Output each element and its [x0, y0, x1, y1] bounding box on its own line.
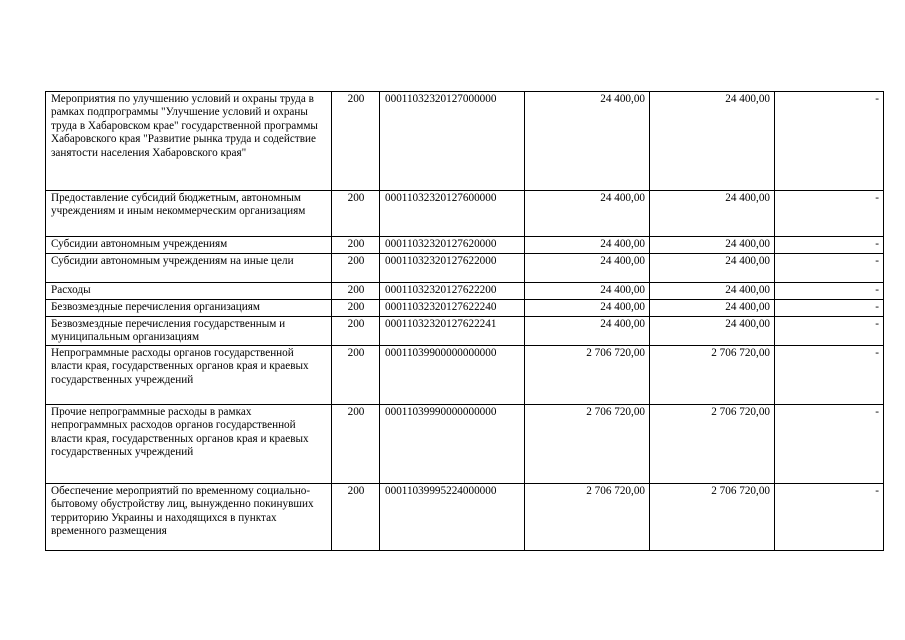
table-row: [46, 405, 884, 484]
row-remaining-cell: -: [775, 405, 884, 484]
row-code-cell: 200: [332, 484, 380, 551]
row-kbk-cell: 00011032320127622000: [380, 254, 525, 283]
row-code-cell: 200: [332, 237, 380, 254]
row-code-cell: 200: [332, 283, 380, 300]
row-code-cell: 200: [332, 300, 380, 317]
row-name-cell: Предоставление субсидий бюджетным, автономным учреждениям и иным некоммерческим организациям: [46, 191, 332, 237]
row-assigned-cell: 24 400,00: [525, 237, 650, 254]
row-executed-cell: 2 706 720,00: [650, 346, 775, 405]
table-row: [46, 191, 884, 237]
row-executed-cell: 2 706 720,00: [650, 405, 775, 484]
row-name-cell: Расходы: [46, 283, 332, 300]
row-executed-cell: 24 400,00: [650, 300, 775, 317]
row-assigned-cell: 24 400,00: [525, 191, 650, 237]
row-name-cell: Непрограммные расходы органов государственной власти края, государственных органов края и краевых государственных учреждений: [46, 346, 332, 405]
row-code-cell: 200: [332, 254, 380, 283]
row-remaining-cell: -: [775, 237, 884, 254]
row-kbk-cell: 00011039995224000000: [380, 484, 525, 551]
row-remaining-cell: -: [775, 92, 884, 191]
row-kbk-cell: 00011032320127622200: [380, 283, 525, 300]
row-name-cell: Мероприятия по улучшению условий и охраны труда в рамках подпрограммы "Улучшение условий и охраны труда в Хабаровском крае" государственной программы Хабаровского края "Развитие рынка труда и содействие занятости населения Хабаровского края": [46, 92, 332, 191]
row-name-cell: Обеспечение мероприятий по временному социально-бытовому обустройству лиц, вынужденно покинувших территорию Украины и находящихся в пунктах временного размещения: [46, 484, 332, 551]
row-assigned-cell: 2 706 720,00: [525, 405, 650, 484]
row-kbk-cell: 00011032320127622240: [380, 300, 525, 317]
row-assigned-cell: 2 706 720,00: [525, 484, 650, 551]
row-assigned-cell: 24 400,00: [525, 317, 650, 346]
row-executed-cell: 24 400,00: [650, 92, 775, 191]
row-executed-cell: 24 400,00: [650, 317, 775, 346]
row-name-cell: Прочие непрограммные расходы в рамках непрограммных расходов органов государственной власти края, государственных органов края и краевых государственных учреждений: [46, 405, 332, 484]
row-executed-cell: 24 400,00: [650, 237, 775, 254]
row-assigned-cell: 24 400,00: [525, 254, 650, 283]
row-kbk-cell: 00011032320127622241: [380, 317, 525, 346]
row-name-cell: Субсидии автономным учреждениям: [46, 237, 332, 254]
row-assigned-cell: 24 400,00: [525, 92, 650, 191]
row-assigned-cell: 2 706 720,00: [525, 346, 650, 405]
row-name-cell: Субсидии автономным учреждениям на иные цели: [46, 254, 332, 283]
row-remaining-cell: -: [775, 191, 884, 237]
row-remaining-cell: -: [775, 484, 884, 551]
table-body: [46, 92, 884, 551]
row-code-cell: 200: [332, 405, 380, 484]
row-kbk-cell: 00011032320127600000: [380, 191, 525, 237]
row-remaining-cell: -: [775, 346, 884, 405]
row-executed-cell: 24 400,00: [650, 254, 775, 283]
row-kbk-cell: 00011032320127000000: [380, 92, 525, 191]
row-code-cell: 200: [332, 92, 380, 191]
table-row: [46, 283, 884, 300]
row-code-cell: 200: [332, 317, 380, 346]
row-assigned-cell: 24 400,00: [525, 300, 650, 317]
row-code-cell: 200: [332, 346, 380, 405]
row-kbk-cell: 00011032320127620000: [380, 237, 525, 254]
row-executed-cell: 24 400,00: [650, 283, 775, 300]
table-row: [46, 254, 884, 283]
row-remaining-cell: -: [775, 283, 884, 300]
row-kbk-cell: 00011039990000000000: [380, 405, 525, 484]
row-kbk-cell: 00011039900000000000: [380, 346, 525, 405]
table-row: [46, 237, 884, 254]
table-row: [46, 346, 884, 405]
row-remaining-cell: -: [775, 317, 884, 346]
table-row: [46, 92, 884, 191]
row-assigned-cell: 24 400,00: [525, 283, 650, 300]
row-remaining-cell: -: [775, 254, 884, 283]
row-executed-cell: 2 706 720,00: [650, 484, 775, 551]
table-row: [46, 484, 884, 551]
row-name-cell: Безвозмездные перечисления государственным и муниципальным организациям: [46, 317, 332, 346]
row-remaining-cell: -: [775, 300, 884, 317]
table-row: [46, 300, 884, 317]
row-name-cell: Безвозмездные перечисления организациям: [46, 300, 332, 317]
row-executed-cell: 24 400,00: [650, 191, 775, 237]
table-row: [46, 317, 884, 346]
row-code-cell: 200: [332, 191, 380, 237]
budget-execution-table: [45, 91, 884, 551]
